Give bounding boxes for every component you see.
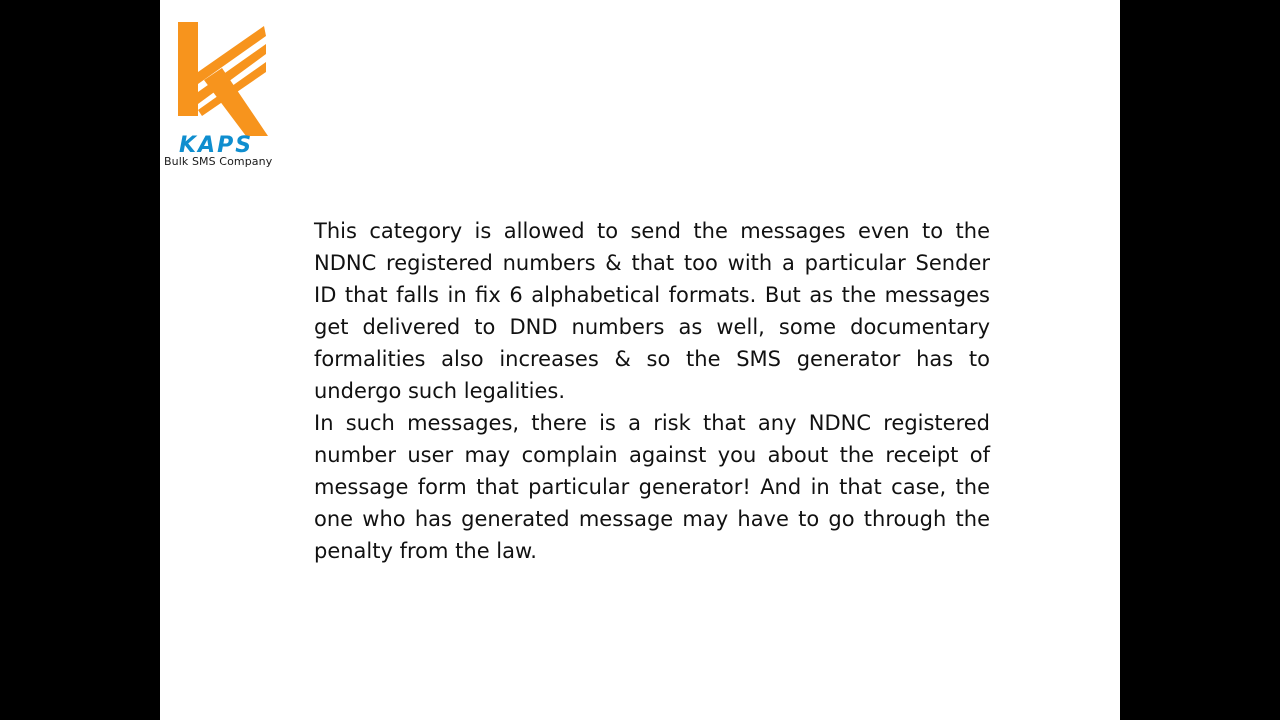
body-text [314,215,990,567]
svg-text:KAPS: KAPS [179,133,254,158]
kaps-k-logo-icon [162,18,286,158]
slide [160,0,1120,720]
paragraph-1: This category is allowed to send the messages even to the NDNC registered numbers & that too with a particular Sender ID that falls in fix 6 alphabetical formats. But as the messages get delivered to DND numbers as well, some documentary formalities also increases & so the SMS generator has to undergo such legalities. [314,219,990,403]
kaps-logo [162,18,286,174]
paragraph-2: In such messages, there is a risk that any NDNC registered number user may complain against you about the receipt of message form that particular generator! And in that case, the one who has generated message may have to go through the penalty from the law. [314,411,990,563]
logo-tagline: Bulk SMS Company [164,155,273,168]
